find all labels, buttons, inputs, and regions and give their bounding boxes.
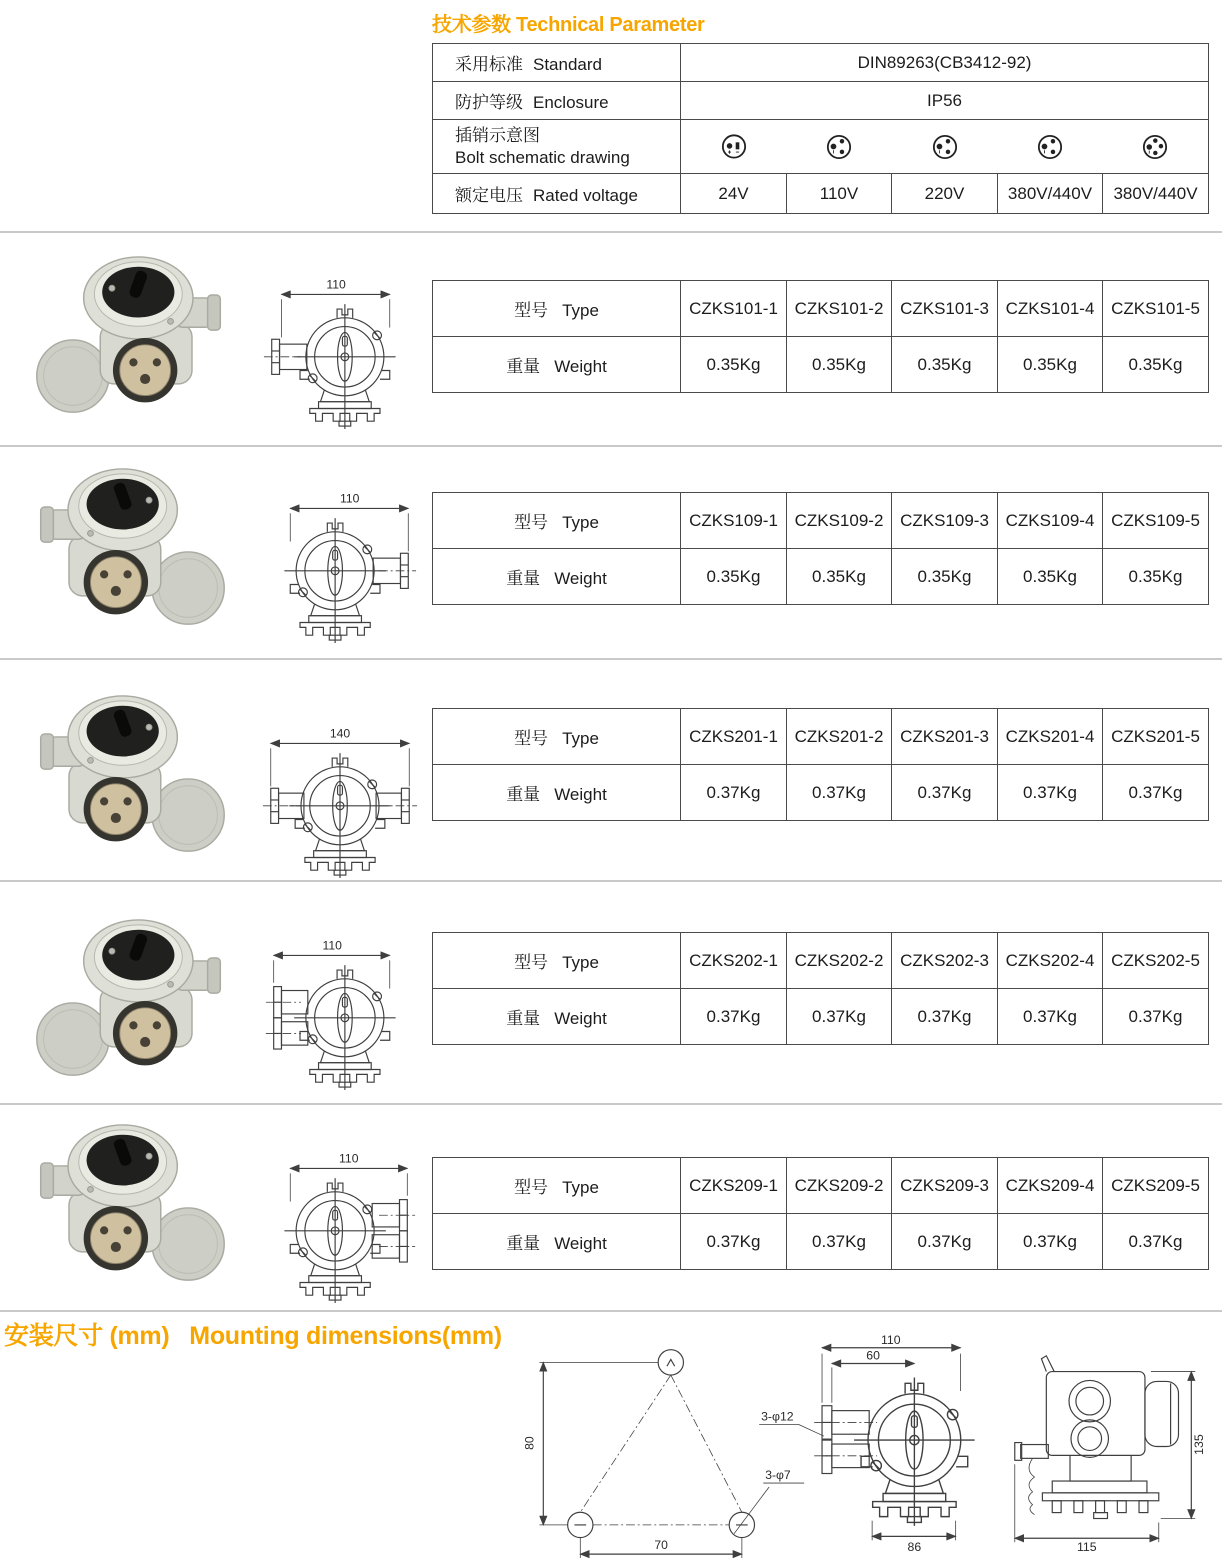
pin-diagram-3pin-icon bbox=[822, 130, 856, 164]
voltage-label: 额定电压 Rated voltage bbox=[433, 174, 681, 214]
pin-diagram-3pin-icon bbox=[1033, 130, 1067, 164]
weight-cell: 0.37Kg bbox=[787, 765, 892, 821]
tech-parameter-title: 技术参数 Technical Parameter bbox=[432, 14, 705, 36]
weight-cell: 0.35Kg bbox=[681, 549, 787, 605]
tech-param-table bbox=[432, 43, 1209, 214]
pin-diagram-4pin-icon bbox=[1138, 130, 1172, 164]
table-row bbox=[433, 174, 1209, 214]
dimension-value: 110 bbox=[340, 491, 360, 506]
dimension-drawing bbox=[252, 271, 428, 429]
weight-cell: 0.35Kg bbox=[1103, 337, 1209, 393]
weight-cell: 0.37Kg bbox=[892, 1214, 998, 1270]
table-row bbox=[433, 82, 1209, 120]
type-label: 型号 Type bbox=[433, 709, 681, 765]
enclosure-label: 防护等级 Enclosure bbox=[433, 82, 681, 120]
weight-cell: 0.35Kg bbox=[787, 549, 892, 605]
enclosure-value: IP56 bbox=[681, 82, 1209, 120]
weight-cell: 0.35Kg bbox=[681, 337, 787, 393]
type-cell: CZKS109-4 bbox=[998, 493, 1103, 549]
weight-cell: 0.37Kg bbox=[681, 989, 787, 1045]
dimension-drawing bbox=[252, 932, 428, 1090]
bolt-schematic-cell bbox=[681, 120, 1209, 174]
type-cell: CZKS209-5 bbox=[1103, 1158, 1209, 1214]
product-section-czks109 bbox=[0, 447, 1222, 660]
type-cell: CZKS202-2 bbox=[787, 933, 892, 989]
dimension-value: 110 bbox=[326, 277, 346, 292]
table-row bbox=[433, 493, 1209, 549]
type-cell: CZKS209-2 bbox=[787, 1158, 892, 1214]
type-cell: CZKS201-2 bbox=[787, 709, 892, 765]
type-cell: CZKS209-1 bbox=[681, 1158, 787, 1214]
dimension-drawing bbox=[252, 485, 428, 643]
voltage-value: 380V/440V bbox=[1103, 174, 1209, 214]
product-photo bbox=[28, 688, 233, 864]
type-cell: CZKS101-5 bbox=[1103, 281, 1209, 337]
product-table-czks202 bbox=[432, 932, 1209, 1045]
dimension-drawing bbox=[242, 720, 438, 878]
table-row bbox=[433, 44, 1209, 82]
product-table-czks209 bbox=[432, 1157, 1209, 1270]
front-holes-label: 3-φ12 bbox=[761, 1409, 794, 1424]
front-inner-value: 60 bbox=[866, 1348, 880, 1363]
type-cell: CZKS202-1 bbox=[681, 933, 787, 989]
product-photo bbox=[28, 461, 233, 637]
product-photo bbox=[28, 249, 233, 425]
triangle-holes-label: 3-φ7 bbox=[765, 1468, 791, 1483]
product-section-czks202 bbox=[0, 882, 1222, 1105]
front-base-value: 86 bbox=[907, 1540, 922, 1555]
weight-cell: 0.37Kg bbox=[1103, 1214, 1209, 1270]
weight-cell: 0.35Kg bbox=[1103, 549, 1209, 605]
type-cell: CZKS202-3 bbox=[892, 933, 998, 989]
pin-diagram-3pin-icon bbox=[928, 130, 962, 164]
type-label: 型号 Type bbox=[433, 1158, 681, 1214]
mounting-dimensions-title: 安装尺寸 (mm) Mounting dimensions(mm) bbox=[4, 1322, 502, 1350]
table-row bbox=[433, 989, 1209, 1045]
mounting-front-drawing bbox=[757, 1334, 1003, 1558]
weight-cell: 0.37Kg bbox=[1103, 989, 1209, 1045]
standard-value: DIN89263(CB3412-92) bbox=[681, 44, 1209, 82]
type-cell: CZKS109-5 bbox=[1103, 493, 1209, 549]
weight-label: 重量 Weight bbox=[433, 549, 681, 605]
weight-cell: 0.37Kg bbox=[681, 765, 787, 821]
weight-cell: 0.37Kg bbox=[787, 989, 892, 1045]
weight-cell: 0.35Kg bbox=[892, 549, 998, 605]
triangle-height-value: 80 bbox=[522, 1436, 537, 1450]
dimension-value: 140 bbox=[329, 726, 351, 741]
weight-cell: 0.37Kg bbox=[998, 989, 1103, 1045]
type-label: 型号 Type bbox=[433, 281, 681, 337]
type-cell: CZKS101-1 bbox=[681, 281, 787, 337]
type-cell: CZKS101-4 bbox=[998, 281, 1103, 337]
table-row bbox=[433, 709, 1209, 765]
voltage-value: 24V bbox=[681, 174, 787, 214]
triangle-base-value: 70 bbox=[654, 1538, 668, 1553]
type-cell: CZKS101-2 bbox=[787, 281, 892, 337]
type-cell: CZKS109-2 bbox=[787, 493, 892, 549]
type-cell: CZKS109-1 bbox=[681, 493, 787, 549]
product-section-czks101 bbox=[0, 233, 1222, 447]
voltage-value: 220V bbox=[892, 174, 998, 214]
type-cell: CZKS101-3 bbox=[892, 281, 998, 337]
weight-cell: 0.35Kg bbox=[998, 549, 1103, 605]
type-cell: CZKS201-1 bbox=[681, 709, 787, 765]
side-depth-value: 115 bbox=[1076, 1540, 1097, 1555]
voltage-value: 110V bbox=[787, 174, 892, 214]
type-cell: CZKS202-5 bbox=[1103, 933, 1209, 989]
table-row bbox=[433, 1158, 1209, 1214]
weight-cell: 0.37Kg bbox=[998, 765, 1103, 821]
pin-diagram-2pin-icon bbox=[717, 130, 751, 164]
table-row bbox=[433, 337, 1209, 393]
type-cell: CZKS201-3 bbox=[892, 709, 998, 765]
weight-cell: 0.35Kg bbox=[892, 337, 998, 393]
weight-label: 重量 Weight bbox=[433, 765, 681, 821]
product-section-czks201 bbox=[0, 660, 1222, 882]
weight-label: 重量 Weight bbox=[433, 337, 681, 393]
table-row bbox=[433, 281, 1209, 337]
side-height-value: 135 bbox=[1192, 1434, 1207, 1455]
type-cell: CZKS109-3 bbox=[892, 493, 998, 549]
product-table-czks109 bbox=[432, 492, 1209, 605]
weight-cell: 0.35Kg bbox=[998, 337, 1103, 393]
type-cell: CZKS202-4 bbox=[998, 933, 1103, 989]
type-cell: CZKS201-5 bbox=[1103, 709, 1209, 765]
type-label: 型号 Type bbox=[433, 933, 681, 989]
product-table-czks201 bbox=[432, 708, 1209, 821]
table-row bbox=[433, 549, 1209, 605]
mounting-side-drawing bbox=[995, 1340, 1217, 1555]
weight-label: 重量 Weight bbox=[433, 1214, 681, 1270]
type-cell: CZKS209-3 bbox=[892, 1158, 998, 1214]
table-row bbox=[433, 1214, 1209, 1270]
bolt-schematic-label: 插销示意图 Bolt schematic drawing bbox=[433, 120, 681, 174]
weight-cell: 0.37Kg bbox=[892, 989, 998, 1045]
type-label: 型号 Type bbox=[433, 493, 681, 549]
weight-cell: 0.37Kg bbox=[681, 1214, 787, 1270]
table-row bbox=[433, 120, 1209, 174]
table-row bbox=[433, 765, 1209, 821]
product-photo bbox=[28, 1117, 233, 1293]
dimension-value: 110 bbox=[322, 938, 342, 953]
standard-label: 采用标准 Standard bbox=[433, 44, 681, 82]
dimension-drawing bbox=[252, 1145, 428, 1303]
type-cell: CZKS201-4 bbox=[998, 709, 1103, 765]
table-row bbox=[433, 933, 1209, 989]
weight-cell: 0.37Kg bbox=[787, 1214, 892, 1270]
front-width-value: 110 bbox=[881, 1334, 901, 1347]
product-section-czks209 bbox=[0, 1105, 1222, 1312]
dimension-value: 110 bbox=[339, 1151, 359, 1166]
voltage-value: 380V/440V bbox=[998, 174, 1103, 214]
product-photo bbox=[28, 912, 233, 1088]
weight-cell: 0.37Kg bbox=[892, 765, 998, 821]
product-table-czks101 bbox=[432, 280, 1209, 393]
weight-cell: 0.37Kg bbox=[998, 1214, 1103, 1270]
weight-cell: 0.37Kg bbox=[1103, 765, 1209, 821]
type-cell: CZKS209-4 bbox=[998, 1158, 1103, 1214]
weight-cell: 0.35Kg bbox=[787, 337, 892, 393]
weight-label: 重量 Weight bbox=[433, 989, 681, 1045]
